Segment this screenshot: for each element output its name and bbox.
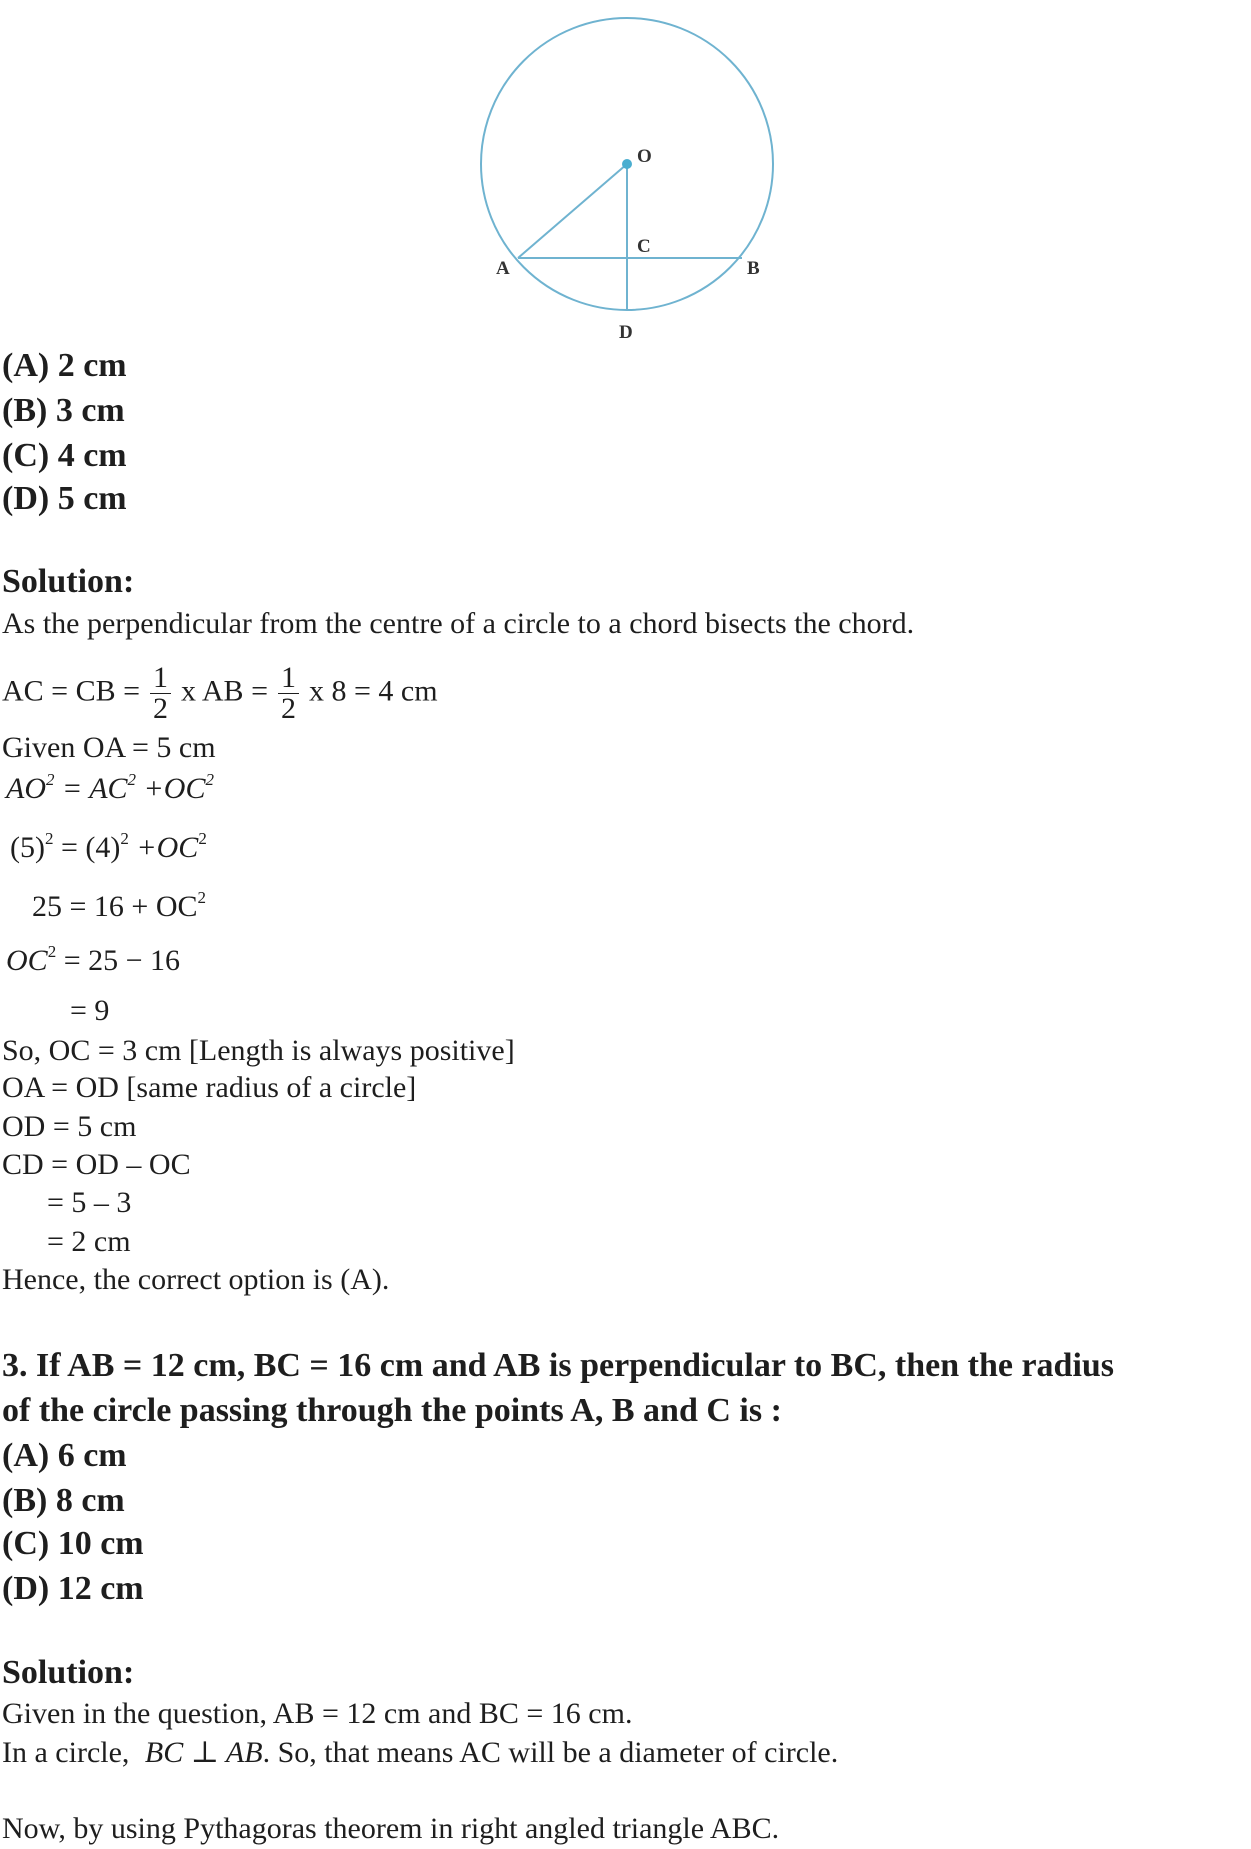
equation-1: $AO^2 = AC^2 +OC^2$ <box>6 770 214 805</box>
solution-text: In a circle, BC ⊥ AB. So, that means AC will be a diameter of circle. <box>2 1736 839 1769</box>
option-b: (B) 3 cm <box>2 392 125 429</box>
center-point <box>622 159 632 169</box>
solution-line: = 2 cm <box>47 1225 131 1258</box>
label-o: O <box>637 146 652 167</box>
fraction: $\frac{1}{2}$ <box>150 663 171 724</box>
solution-line: = 5 – 3 <box>47 1186 132 1219</box>
solution-line: CD = OD – OC <box>2 1148 191 1181</box>
option-d: (D) 5 cm <box>2 480 127 517</box>
solution-line: OA = OD [same radius of a circle] <box>2 1071 417 1104</box>
label-c: C <box>637 236 651 257</box>
equation-4: $OC^2 = 25 - 16$ <box>6 942 181 977</box>
given-text: Given OA = 5 cm <box>2 731 216 764</box>
circle-figure <box>0 0 1251 360</box>
radius-oa <box>518 164 627 258</box>
option-d: (D) 12 cm <box>2 1570 144 1607</box>
option-c: (C) 4 cm <box>2 437 127 474</box>
conclusion-text: Hence, the correct option is (A). <box>2 1263 390 1296</box>
solution-heading: Solution: <box>2 1654 135 1691</box>
question-3-line-1: 3. If AB = 12 cm, BC = 16 cm and AB is perpendicular to BC, then the radius <box>2 1347 1115 1384</box>
equation-5: = 9 <box>70 994 110 1027</box>
fraction: $\frac{1}{2}$ <box>278 663 299 724</box>
solution-text: As the perpendicular from the centre of a circle to a chord bisects the chord. <box>2 607 915 640</box>
label-d: D <box>619 322 633 343</box>
label-b: B <box>747 258 760 279</box>
equation-2: $(5)^2 = (4)^2 +OC^2$ <box>10 829 207 864</box>
equation-3: $25 = 16 + OC^2$ <box>32 888 207 923</box>
option-a: (A) 2 cm <box>2 347 127 384</box>
option-c: (C) 10 cm <box>2 1525 144 1562</box>
label-a: A <box>496 258 510 279</box>
solution-heading: Solution: <box>2 563 135 600</box>
solution-text: Given in the question, AB = 12 cm and BC = 16 cm. <box>2 1697 633 1730</box>
solution-text: Now, by using Pythagoras theorem in right angled triangle ABC. <box>2 1812 780 1845</box>
option-b: (B) 8 cm <box>2 1482 125 1519</box>
option-a: (A) 6 cm <box>2 1437 127 1474</box>
question-3-line-2: of the circle passing through the points A, B and C is : <box>2 1392 782 1429</box>
fraction-equation: AC = CB = $\frac{1}{2}$ x AB = $\frac{1}{2}$ x 8 = 4 cm <box>2 661 438 725</box>
solution-line: So, OC = 3 cm [Length is always positive] <box>2 1034 515 1067</box>
solution-line: OD = 5 cm <box>2 1110 137 1143</box>
